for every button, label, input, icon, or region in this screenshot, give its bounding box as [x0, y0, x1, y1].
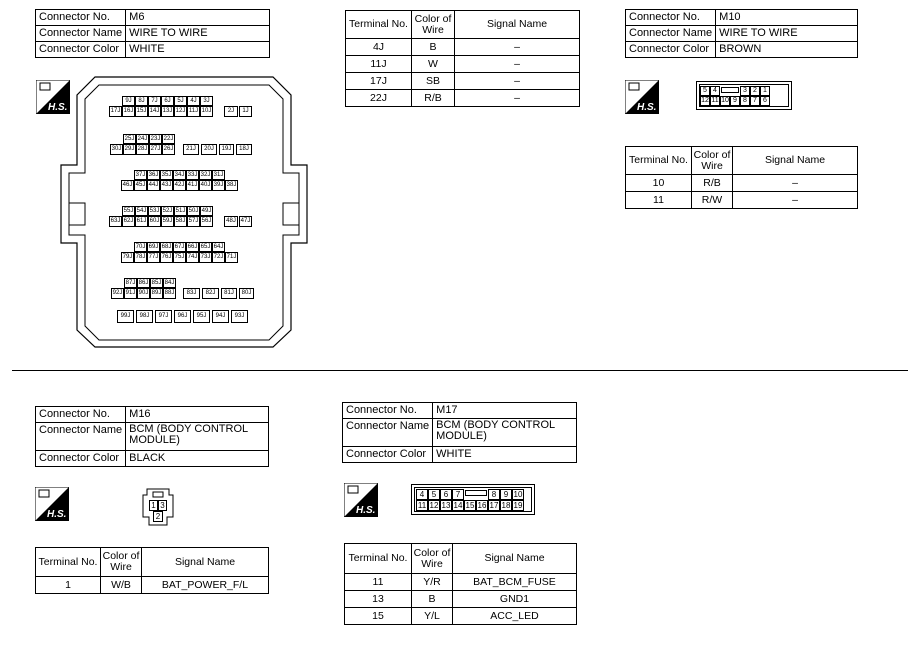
table-row — [346, 90, 580, 107]
signal-name-cell: – — [733, 175, 858, 192]
wire-color-cell: R/B — [692, 175, 733, 192]
table-row — [345, 591, 577, 608]
m6-pin: 40J — [199, 180, 212, 191]
m6-connector-info — [35, 9, 270, 58]
connector-color-value: BLACK — [126, 451, 269, 467]
m17-pin: 6 — [440, 489, 452, 500]
m6-pin: 85J — [151, 280, 162, 286]
m6-pin: 74J — [186, 252, 199, 263]
m6-pin: 3J — [200, 96, 213, 106]
m6-pin: 14J — [148, 106, 161, 117]
connector-color-value: WHITE — [126, 42, 270, 58]
color-of-wire-header: Color of Wire — [101, 548, 142, 577]
m6-pin: 64J — [213, 244, 224, 250]
m6-pin: 32J — [200, 172, 211, 178]
m6-pin: 67J — [174, 244, 185, 250]
m6-pin: 60J — [148, 216, 161, 227]
m10-pin: 7 — [750, 96, 760, 106]
m6-pin: 87J — [125, 280, 136, 286]
m6-pin: 24J — [137, 136, 148, 142]
terminal-no-header: Terminal No. — [345, 544, 412, 574]
m6-pin: 81J — [221, 288, 237, 299]
m6-pin: 51J — [175, 208, 186, 214]
m6-pin: 10J — [200, 106, 213, 117]
m6-pin: 4J — [187, 96, 200, 106]
wire-color-cell: Y/L — [412, 608, 453, 625]
connector-no-value: M17 — [433, 403, 577, 419]
terminal-cell: 10 — [626, 175, 692, 192]
m6-pin: 20J — [201, 144, 217, 155]
color-of-wire-header: Color of Wire — [412, 544, 453, 574]
connector-color-label: Connector Color — [36, 451, 126, 467]
signal-name-header: Signal Name — [142, 548, 269, 577]
m6-pin: 34J — [174, 172, 185, 178]
m6-pin: 5J — [174, 96, 187, 106]
m6-pin: 9J — [122, 96, 135, 106]
m6-pin: 77J — [147, 252, 160, 263]
signal-name-header: Signal Name — [453, 544, 577, 574]
m6-pin: 96J — [174, 310, 191, 323]
m6-pin: 12J — [174, 106, 187, 117]
m6-pin: 80J — [239, 288, 254, 299]
m6-pin: 66J — [187, 244, 198, 250]
terminal-no-header: Terminal No. — [626, 147, 692, 175]
m10-pin: 3 — [740, 86, 750, 96]
m6-pin: 82J — [202, 288, 219, 299]
m17-pin: 19 — [513, 501, 523, 510]
m6-pin: 61J — [135, 216, 148, 227]
signal-name-cell: – — [455, 39, 580, 56]
m6-pin: 83J — [183, 288, 200, 299]
m10-pin: 8 — [740, 96, 750, 106]
table-row — [626, 175, 858, 192]
m6-pin: 89J — [150, 288, 163, 299]
m6-pin: 99J — [117, 310, 134, 323]
m6-pin: 45J — [134, 180, 147, 191]
m6-pin: 59J — [161, 216, 174, 227]
m17-pin: 15 — [465, 501, 475, 510]
m6-pin: 31J — [213, 172, 224, 178]
m6-pin: 22J — [163, 136, 174, 142]
m6-pin: 63J — [109, 216, 122, 227]
terminal-cell: 13 — [345, 591, 412, 608]
m10-terminal-table — [625, 146, 858, 209]
m10-pin: 2 — [750, 86, 760, 96]
m6-pin: 78J — [134, 252, 147, 263]
terminal-cell: 4J — [346, 39, 412, 56]
m6-pin: 98J — [136, 310, 153, 323]
signal-name-cell: BAT_BCM_FUSE — [453, 574, 577, 591]
m10-pin: 1 — [760, 86, 770, 96]
terminal-cell: 17J — [346, 73, 412, 90]
signal-name-cell: – — [733, 192, 858, 209]
connector-name-value: BCM (BODY CONTROL MODULE) — [126, 423, 269, 451]
m10-pin: 5 — [700, 86, 710, 96]
m6-pin: 1J — [239, 106, 252, 117]
m6-pin: 88J — [163, 288, 176, 299]
m6-pin: 76J — [160, 252, 173, 263]
m6-pin: 37J — [135, 172, 146, 178]
m6-pin: 42J — [173, 180, 186, 191]
m6-pin: 29J — [123, 144, 136, 155]
m6-pin: 15J — [135, 106, 148, 117]
connector-color-label: Connector Color — [626, 42, 716, 58]
m17-pin: 18 — [501, 501, 511, 510]
wire-color-cell: B — [412, 39, 455, 56]
m6-pin: 58J — [174, 216, 187, 227]
m17-pin: 17 — [489, 501, 499, 510]
m6-pin: 50J — [188, 208, 199, 214]
m6-pin: 36J — [148, 172, 159, 178]
signal-name-cell: – — [455, 73, 580, 90]
m6-pin: 26J — [162, 144, 175, 155]
m6-pin: 72J — [212, 252, 225, 263]
m16-pin: 1 — [149, 500, 158, 511]
connector-no-label: Connector No. — [36, 10, 126, 26]
m10-pin: 11 — [711, 97, 719, 104]
m6-pin: 79J — [121, 252, 134, 263]
table-row — [346, 73, 580, 90]
connector-no-label: Connector No. — [343, 403, 433, 419]
m17-connector-info — [342, 402, 577, 463]
table-row — [346, 56, 580, 73]
table-row — [626, 192, 858, 209]
m6-pin: 94J — [212, 310, 229, 323]
signal-name-cell: ACC_LED — [453, 608, 577, 625]
hs-icon: H.S. — [36, 80, 70, 114]
table-row — [346, 39, 580, 56]
signal-name-header: Signal Name — [733, 147, 858, 175]
m6-pin: 39J — [212, 180, 225, 191]
terminal-cell: 1 — [36, 577, 101, 594]
wire-color-cell: R/W — [692, 192, 733, 209]
m6-pin: 27J — [149, 144, 162, 155]
connector-name-label: Connector Name — [36, 26, 126, 42]
m6-pin: 65J — [200, 244, 211, 250]
m17-pin: 11 — [417, 501, 427, 510]
terminal-no-header: Terminal No. — [36, 548, 101, 577]
connector-color-label: Connector Color — [36, 42, 126, 58]
m10-pin: 4 — [710, 86, 720, 96]
wire-color-cell: Y/R — [412, 574, 453, 591]
m10-pin: 12 — [701, 97, 709, 104]
m6-pin: 69J — [148, 244, 159, 250]
connector-color-label: Connector Color — [343, 447, 433, 463]
wire-color-cell: W/B — [101, 577, 142, 594]
m6-pin: 41J — [186, 180, 199, 191]
signal-name-cell: – — [455, 90, 580, 107]
m6-pin: 25J — [124, 136, 135, 142]
m16-pin: 2 — [153, 511, 163, 522]
terminal-cell: 11J — [346, 56, 412, 73]
connector-name-label: Connector Name — [626, 26, 716, 42]
m6-pin: 6J — [161, 96, 174, 106]
m16-pin: 3 — [158, 500, 167, 511]
m17-pin: 8 — [488, 489, 500, 500]
m6-pin: 53J — [149, 208, 160, 214]
connector-no-value: M6 — [126, 10, 270, 26]
m17-pin: 13 — [441, 501, 451, 510]
connector-no-value: M10 — [716, 10, 858, 26]
hs-icon: H.S. — [35, 487, 69, 521]
m10-pin: 10 — [721, 97, 729, 104]
m10-pin: 9 — [730, 96, 740, 106]
signal-name-cell: – — [455, 56, 580, 73]
m6-pin: 30J — [110, 144, 123, 155]
m6-pin: 44J — [147, 180, 160, 191]
m10-key — [721, 87, 739, 93]
m6-pin: 2J — [224, 106, 238, 117]
m10-pin: 6 — [760, 96, 770, 106]
hs-icon: H.S. — [625, 80, 659, 114]
connector-color-value: WHITE — [433, 447, 577, 463]
m6-pin: 19J — [219, 144, 234, 155]
m17-pin: 16 — [477, 501, 487, 510]
m6-pin: 95J — [193, 310, 210, 323]
connector-name-value: WIRE TO WIRE — [126, 26, 270, 42]
m6-pin: 48J — [224, 216, 238, 227]
m6-pin: 43J — [160, 180, 173, 191]
m6-pin: 7J — [148, 96, 161, 106]
connector-color-value: BROWN — [716, 42, 858, 58]
terminal-cell: 11 — [345, 574, 412, 591]
m16-connector-info — [35, 406, 269, 467]
m6-pin: 16J — [122, 106, 135, 117]
m17-pin: 4 — [416, 489, 428, 500]
m6-pin: 57J — [187, 216, 200, 227]
m6-pin: 8J — [135, 96, 148, 106]
wire-color-cell: W — [412, 56, 455, 73]
m6-terminal-table — [345, 10, 580, 107]
m6-pin: 84J — [164, 280, 175, 286]
m6-pin: 35J — [161, 172, 172, 178]
m17-pin: 5 — [428, 489, 440, 500]
m6-pin: 28J — [136, 144, 149, 155]
m17-pin: 9 — [500, 489, 512, 500]
terminal-cell: 11 — [626, 192, 692, 209]
m6-pin: 33J — [187, 172, 198, 178]
m17-pin: 14 — [453, 501, 463, 510]
m6-pin: 62J — [122, 216, 135, 227]
signal-name-cell: BAT_POWER_F/L — [142, 577, 269, 594]
m6-pin: 71J — [225, 252, 238, 263]
terminal-cell: 15 — [345, 608, 412, 625]
m6-pin: 21J — [183, 144, 199, 155]
m6-pin: 23J — [150, 136, 161, 142]
m6-pin: 86J — [138, 280, 149, 286]
m6-pin: 11J — [187, 106, 200, 117]
m10-connector-info — [625, 9, 858, 58]
connector-name-value: WIRE TO WIRE — [716, 26, 858, 42]
signal-name-cell: GND1 — [453, 591, 577, 608]
connector-no-label: Connector No. — [626, 10, 716, 26]
wire-color-cell: B — [412, 591, 453, 608]
m6-pin: 49J — [201, 208, 212, 214]
m6-pin: 73J — [199, 252, 212, 263]
m6-pin: 91J — [124, 288, 137, 299]
color-of-wire-header: Color of Wire — [412, 11, 455, 39]
m17-pin: 12 — [429, 501, 439, 510]
connector-name-label: Connector Name — [343, 419, 433, 447]
m6-pin: 90J — [137, 288, 150, 299]
connector-name-value: BCM (BODY CONTROL MODULE) — [433, 419, 577, 447]
m6-pin: 93J — [231, 310, 248, 323]
m6-pin: 46J — [121, 180, 134, 191]
m6-pin: 38J — [225, 180, 238, 191]
color-of-wire-header: Color of Wire — [692, 147, 733, 175]
wire-color-cell: R/B — [412, 90, 455, 107]
m6-pin: 70J — [135, 244, 146, 250]
m6-pin: 92J — [111, 288, 124, 299]
m6-pin: 17J — [109, 106, 122, 117]
terminal-no-header: Terminal No. — [346, 11, 412, 39]
table-row — [345, 574, 577, 591]
m6-pin: 68J — [161, 244, 172, 250]
m6-pin: 55J — [123, 208, 134, 214]
m6-pin: 54J — [136, 208, 147, 214]
m6-pin: 56J — [200, 216, 213, 227]
connector-no-label: Connector No. — [36, 407, 126, 423]
hs-icon: H.S. — [344, 483, 378, 517]
connector-name-label: Connector Name — [36, 423, 126, 451]
m17-terminal-table — [344, 543, 577, 625]
section-divider — [12, 370, 908, 371]
m17-pin: 10 — [513, 490, 523, 499]
m17-pin: 7 — [452, 489, 464, 500]
m6-pin: 97J — [155, 310, 172, 323]
m16-terminal-table — [35, 547, 269, 594]
m6-pin: 47J — [239, 216, 252, 227]
wire-color-cell: SB — [412, 73, 455, 90]
connector-no-value: M16 — [126, 407, 269, 423]
terminal-cell: 22J — [346, 90, 412, 107]
table-row — [345, 608, 577, 625]
table-row — [36, 577, 269, 594]
m6-pin: 18J — [236, 144, 252, 155]
m6-pin: 13J — [161, 106, 174, 117]
m6-pin: 75J — [173, 252, 186, 263]
m17-key — [465, 490, 487, 496]
signal-name-header: Signal Name — [455, 11, 580, 39]
m6-pin: 52J — [162, 208, 173, 214]
